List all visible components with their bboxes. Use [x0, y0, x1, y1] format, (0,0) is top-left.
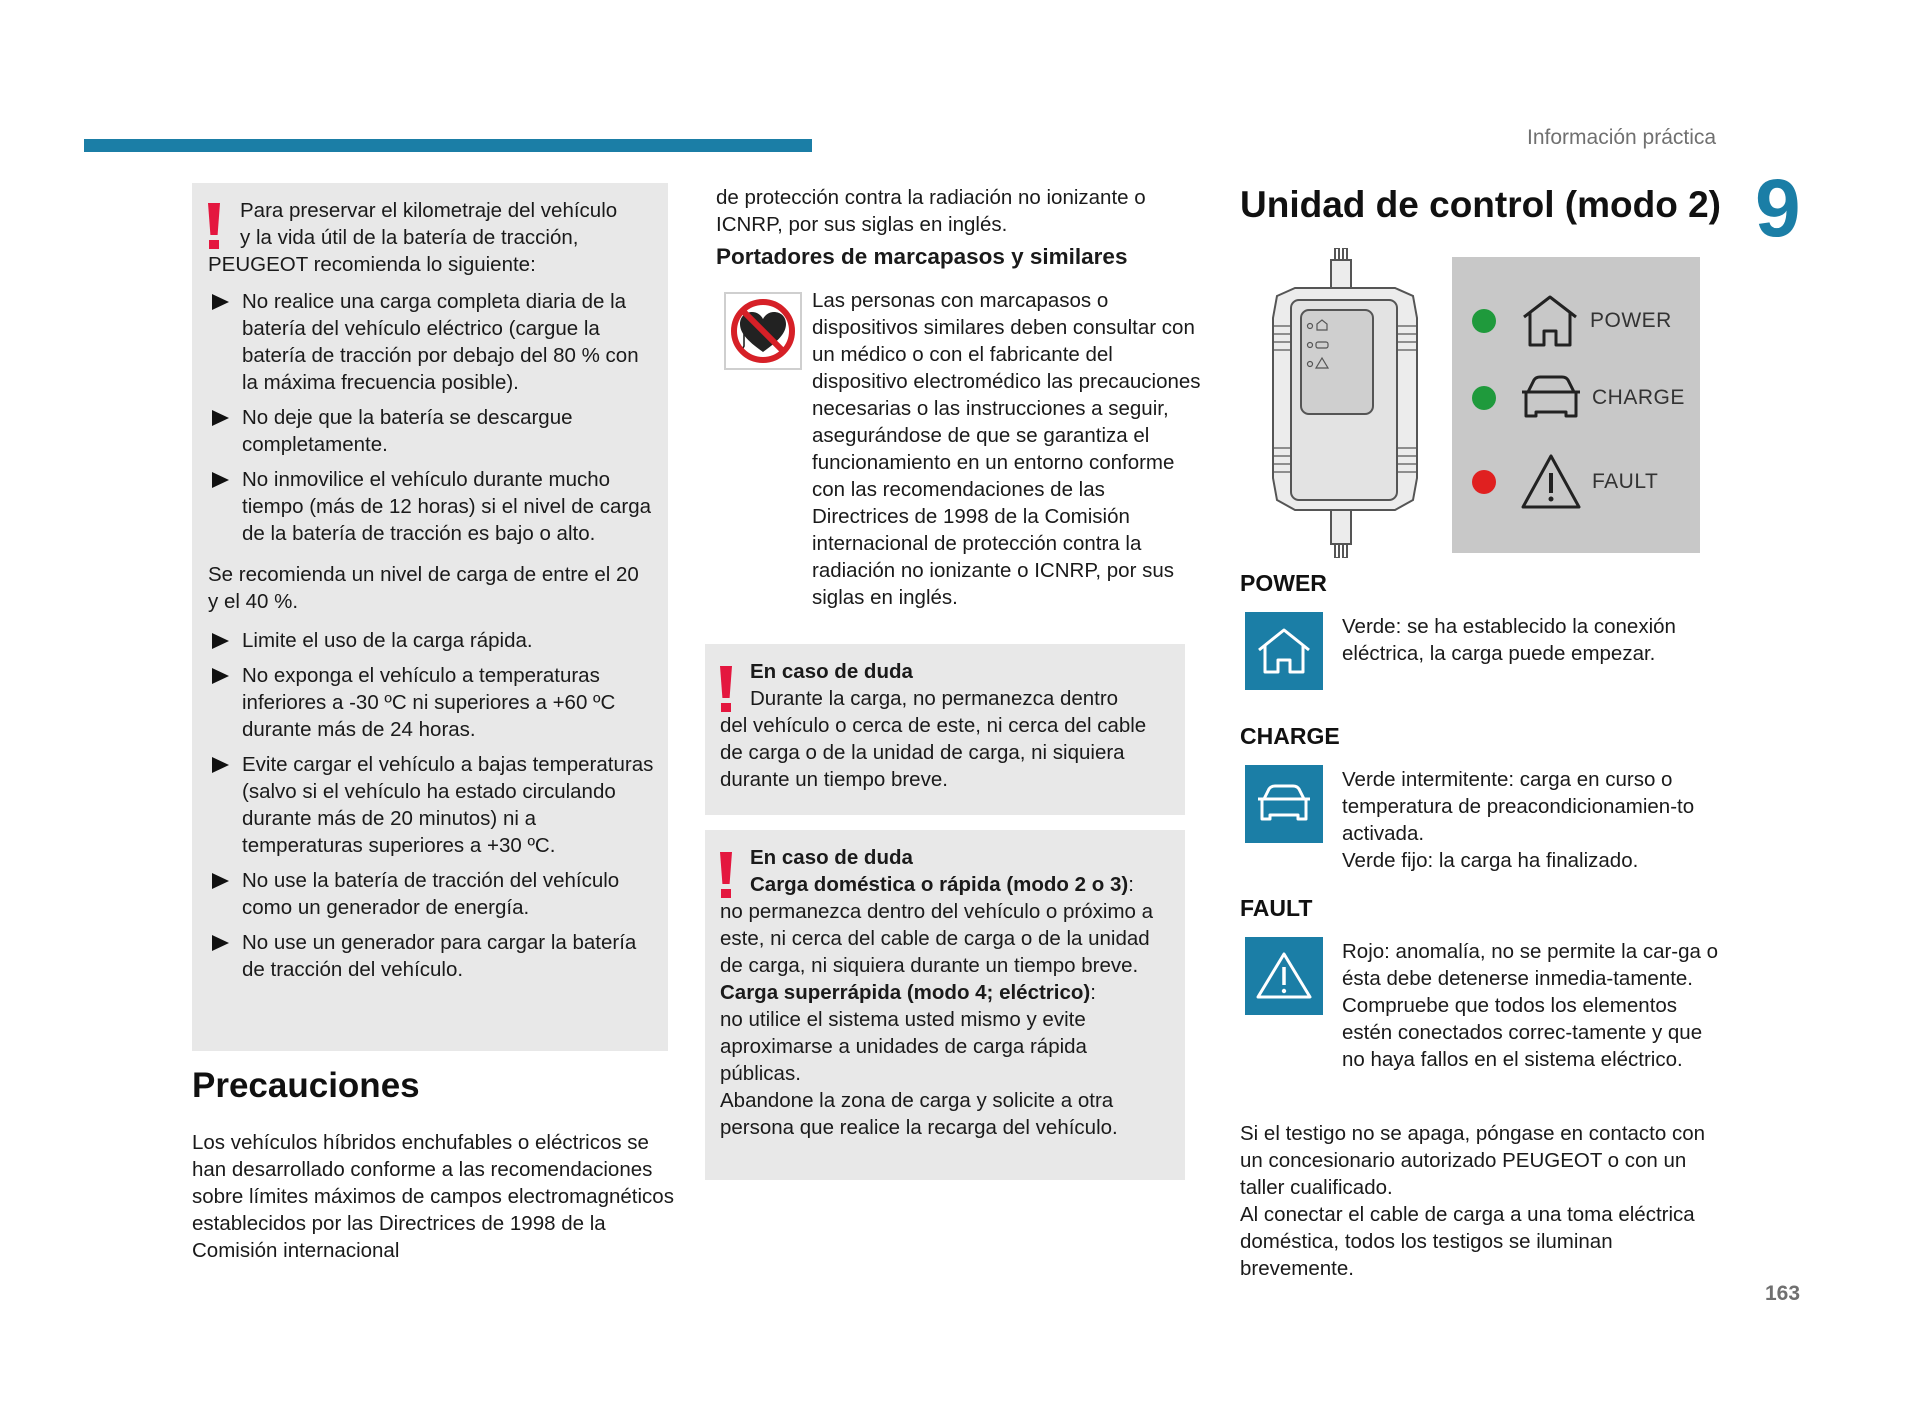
list-item	[208, 929, 654, 983]
list-item	[208, 867, 654, 921]
charger-unit-illustration	[1265, 248, 1425, 558]
power-heading: POWER	[1240, 570, 1327, 596]
green-led-icon	[1472, 386, 1496, 410]
led-row-charge	[1472, 368, 1685, 428]
charge-description-blinking: Verde intermitente: carga en curso o temperatura de preacondicionamien-to activada.	[1342, 768, 1695, 845]
page-number: 163	[1765, 1282, 1801, 1305]
list-item	[208, 662, 654, 743]
section-title: Información práctica	[1527, 126, 1717, 149]
no-pacemaker-icon	[724, 292, 802, 370]
led-row-power	[1472, 291, 1672, 351]
charge-description	[1342, 766, 1722, 874]
led-row-fault	[1472, 452, 1658, 512]
continued-text: de protección contra la radiación no ionizante o ICNRP, por sus siglas en inglés.	[716, 186, 1146, 236]
control-unit-title: Unidad de control (modo 2)	[1240, 184, 1721, 225]
bullet-triangle-icon	[212, 633, 229, 649]
list-item-text: Limite el uso de la carga rápida.	[242, 629, 533, 652]
led-label: POWER	[1590, 309, 1672, 332]
doubt-warning-box-2	[705, 830, 1185, 1180]
bullet-triangle-icon	[212, 757, 229, 773]
bullet-triangle-icon	[212, 935, 229, 951]
bullet-triangle-icon	[212, 410, 229, 426]
doubt-heading: En caso de duda	[750, 846, 913, 869]
list-item-text: Evite cargar el vehículo a bajas temperaturas (salvo si el vehículo ha estado circulando durante más de 20 minutos) ni a temperaturas superiores a +30 ºC.	[242, 753, 654, 857]
colon: :	[1090, 981, 1096, 1004]
precautions-text: Los vehículos híbridos enchufables o eléctricos se han desarrollado conforme a las recomendaciones sobre límites máximos de campos electromagnéticos establecidos por las Directrices de 1998 de la Comisión internacional	[192, 1131, 674, 1262]
list-item-text: No exponga el vehículo a temperaturas inferiores a -30 ºC ni superiores a +60 ºC durante más de 24 horas.	[242, 664, 616, 741]
colon: :	[1128, 873, 1134, 896]
doubt-first-line: Durante la carga, no permanezca dentro	[750, 687, 1119, 710]
bullet-triangle-icon	[212, 294, 229, 310]
power-indicator-icon-box	[1245, 612, 1323, 690]
led-indicator-panel	[1452, 257, 1700, 553]
bullet-list-b	[208, 627, 654, 983]
chapter-number: 9	[1755, 163, 1801, 254]
led-label: FAULT	[1592, 470, 1659, 493]
warning-triangle-icon	[1520, 453, 1582, 511]
warning-intro	[208, 197, 654, 278]
header-accent-bar	[84, 139, 812, 152]
warning-triangle-icon	[1255, 951, 1313, 1001]
home-charging-text: no permanezca dentro del vehículo o próximo a este, ni cerca del cable de carga o de la unidad de carga, ni siquiera durante un tiempo breve.	[720, 900, 1154, 977]
bullet-list-a	[208, 288, 654, 547]
list-item-text: No inmovilice el vehículo durante mucho tiempo (más de 12 horas) si el nivel de carga de la batería de tracción es bajo o alto.	[242, 468, 652, 545]
charge-indicator-icon-box	[1245, 765, 1323, 843]
list-item	[208, 627, 654, 654]
list-item	[208, 288, 654, 396]
charge-heading: CHARGE	[1240, 723, 1340, 749]
bullet-triangle-icon	[212, 668, 229, 684]
red-led-icon	[1472, 470, 1496, 494]
precautions-heading: Precauciones	[192, 1066, 420, 1105]
fast-charging-text: no utilice el sistema usted mismo y evite aproximarse a unidades de carga rápida públicas.	[720, 1008, 1087, 1085]
battery-care-warning-box	[192, 183, 668, 1051]
intro-line: PEUGEOT recomienda lo siguiente:	[208, 253, 536, 276]
pacemaker-heading: Portadores de marcapasos y similares	[716, 244, 1128, 269]
list-item	[208, 404, 654, 458]
list-item-text: No use un generador para cargar la batería de tracción del vehículo.	[242, 931, 637, 981]
list-item-text: No deje que la batería se descargue completamente.	[242, 406, 573, 456]
list-item-text: No use la batería de tracción del vehículo como un generador de energía.	[242, 869, 620, 919]
contact-dealer-text: Si el testigo no se apaga, póngase en contacto con un concesionario autorizado PEUGEOT o con un taller cualificado.	[1240, 1122, 1706, 1199]
closing-text: Abandone la zona de carga y solicite a otra persona que realice la recarga del vehículo.	[720, 1089, 1118, 1139]
recommendation-text: Se recomienda un nivel de carga de entre el 20 y el 40 %.	[208, 563, 639, 613]
fast-charging-label: Carga superrápida (modo 4; eléctrico)	[720, 981, 1091, 1004]
closing-notes	[1240, 1120, 1720, 1282]
intro-line: Para preservar el kilometraje del vehículo	[240, 199, 618, 222]
house-icon	[1255, 626, 1313, 676]
list-item	[208, 466, 654, 547]
led-label: CHARGE	[1592, 386, 1685, 409]
list-item	[208, 751, 654, 859]
fault-indicator-icon-box	[1245, 937, 1323, 1015]
house-icon	[1520, 293, 1580, 349]
fault-heading: FAULT	[1240, 895, 1313, 921]
doubt-text: del vehículo o cerca de este, ni cerca del cable de carga o de la unidad de carga, ni siquiera durante un tiempo breve.	[720, 714, 1147, 791]
doubt-heading: En caso de duda	[750, 660, 913, 683]
doubt-warning-box-1	[705, 644, 1185, 815]
all-leds-text: Al conectar el cable de carga a una toma eléctrica doméstica, todos los testigos se iluminan brevemente.	[1240, 1203, 1695, 1280]
intro-line: y la vida útil de la batería de tracción,	[240, 226, 579, 249]
pacemaker-text: Las personas con marcapasos o dispositivos similares deben consultar con un médico o con el fabricante del dispositivo electromédico las precauciones necesarias o las instrucciones a seguir, asegurándose de que se garantiza el funcionamiento en un entorno conforme con las recomendaciones de las Directrices de 1998 de la Comisión internacional de protección contra la radiación no ionizante o ICNRP, por sus siglas en inglés.	[812, 289, 1201, 609]
car-icon	[1256, 783, 1312, 825]
car-icon	[1520, 374, 1582, 422]
home-charging-label: Carga doméstica o rápida (modo 2 o 3)	[750, 873, 1129, 896]
bullet-triangle-icon	[212, 873, 229, 889]
fault-description: Rojo: anomalía, no se permite la car-ga o ésta debe detenerse inmedia-tamente. Compruebe que todos los elementos estén conectados correc-tamente y que no haya fallos en el sistema eléctrico.	[1342, 940, 1719, 1071]
charge-description-steady: Verde fijo: la carga ha finalizado.	[1342, 849, 1639, 872]
power-description: Verde: se ha establecido la conexión eléctrica, la carga puede empezar.	[1342, 615, 1676, 665]
green-led-icon	[1472, 309, 1496, 333]
bullet-triangle-icon	[212, 472, 229, 488]
list-item-text: No realice una carga completa diaria de la batería del vehículo eléctrico (cargue la batería de tracción por debajo del 80 % con la máxima frecuencia posible).	[242, 290, 639, 394]
